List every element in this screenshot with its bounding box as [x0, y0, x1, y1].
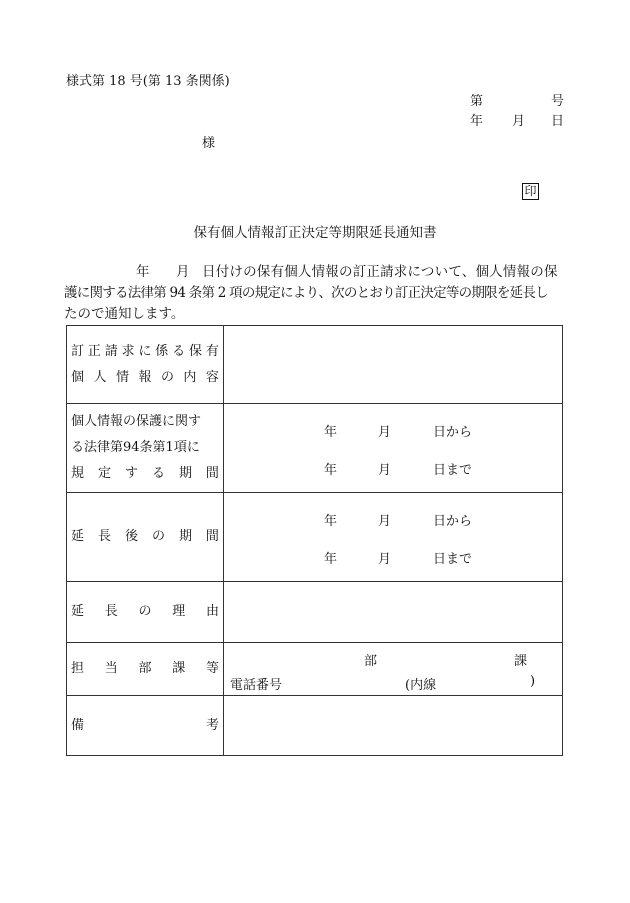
label-char: 担	[71, 661, 85, 676]
table-row	[67, 696, 563, 756]
label-char: 定	[97, 466, 111, 481]
label-char: 長	[104, 604, 118, 619]
label-char: の	[160, 369, 174, 385]
label-char: 係	[155, 343, 169, 359]
issue-date-year: 年	[470, 114, 484, 129]
label-char: 情	[115, 369, 129, 385]
dept-ka: 課	[514, 654, 528, 669]
form-number: 様式第 18 号(第 13 条関係)	[66, 74, 230, 89]
label-char: 保	[189, 343, 203, 359]
value-remarks[interactable]	[224, 696, 563, 756]
table-row	[67, 643, 563, 696]
label-char: る	[151, 466, 165, 481]
label-char: 正	[87, 343, 101, 359]
table-row	[67, 404, 563, 493]
label-char: 等	[205, 661, 219, 676]
label-char: の	[151, 529, 165, 544]
body-line-3: たので通知します。	[64, 306, 185, 322]
value-extended-period[interactable]	[224, 493, 563, 582]
label-char: 当	[104, 661, 118, 676]
label-char: 部	[138, 661, 152, 676]
label-char: 期	[178, 529, 192, 544]
label-char: 報	[138, 369, 152, 385]
value-reason[interactable]	[224, 582, 563, 643]
period-from: 年 月 日から	[324, 425, 473, 440]
label-char: 訂	[71, 343, 85, 359]
label-remarks	[67, 696, 224, 756]
label-char: る	[172, 343, 186, 359]
value-statutory-period[interactable]	[224, 404, 563, 493]
label-char: 考	[205, 717, 219, 733]
label-char: 延	[71, 529, 85, 544]
table-row	[67, 326, 563, 404]
period-until: 年 月 日まで	[324, 463, 473, 478]
label-department	[67, 643, 224, 696]
label-request-info	[67, 326, 224, 404]
period-until: 年 月 日まで	[324, 552, 473, 567]
document-title: 保有個人情報訂正決定等期限延長通知書	[193, 225, 437, 241]
label-char: 長	[97, 529, 111, 544]
label-char: 求	[121, 343, 135, 359]
seal-mark: 印	[522, 183, 539, 200]
doc-number-prefix: 第	[470, 94, 484, 109]
body-year: 年	[136, 264, 150, 280]
label-char: す	[124, 466, 138, 481]
table-row	[67, 582, 563, 643]
label-char: 理	[172, 604, 186, 619]
label-char: 人	[93, 369, 107, 385]
issue-date-day: 日	[551, 114, 565, 129]
label-char: 後	[124, 529, 138, 544]
value-request-info[interactable]	[224, 326, 563, 404]
label-char: 個	[71, 369, 85, 385]
label-char: 期	[178, 466, 192, 481]
label-char: 容	[205, 369, 219, 385]
phone-label: 電話番号	[230, 678, 283, 693]
label-char: 延	[71, 604, 85, 619]
period-from: 年 月 日から	[324, 514, 473, 529]
extension-close: )	[530, 674, 536, 689]
dept-bu: 部	[364, 654, 378, 669]
label-char: 由	[205, 604, 219, 619]
label-char: 間	[205, 529, 219, 544]
label-char: 備	[71, 717, 85, 733]
body-month: 月	[176, 264, 190, 280]
label-char: 課	[172, 661, 186, 676]
doc-number-suffix: 号	[551, 94, 565, 109]
label-extended-period	[67, 493, 224, 582]
label-char: 規	[71, 466, 85, 481]
body-line-1	[64, 262, 564, 283]
body-line1-rest: 日付けの保有個人情報の訂正請求について、個人情報の保	[202, 264, 558, 280]
label-char: 間	[205, 466, 219, 481]
label-char: の	[138, 604, 152, 619]
label-char: 有	[205, 343, 219, 359]
issue-date-month: 月	[512, 114, 526, 129]
label-char: に	[138, 343, 152, 359]
body-text	[64, 262, 564, 325]
extension-open: (内線	[405, 678, 437, 693]
recipient-suffix: 様	[202, 136, 216, 151]
label-reason	[67, 582, 224, 643]
table-row	[67, 493, 563, 582]
issue-date	[0, 115, 630, 131]
label-char: 内	[183, 369, 197, 385]
value-department[interactable]	[224, 643, 563, 696]
label-char: 請	[104, 343, 118, 359]
body-line-2: 護に関する法律第 94 条第 2 項の規定により、次のとおり訂正決定等の期限を延長し	[64, 285, 548, 301]
extension-table	[66, 325, 563, 756]
label-statutory-period: 個人情報の保護に関す る法律第94条第1項に 規 定 す る 期 間	[67, 404, 224, 493]
